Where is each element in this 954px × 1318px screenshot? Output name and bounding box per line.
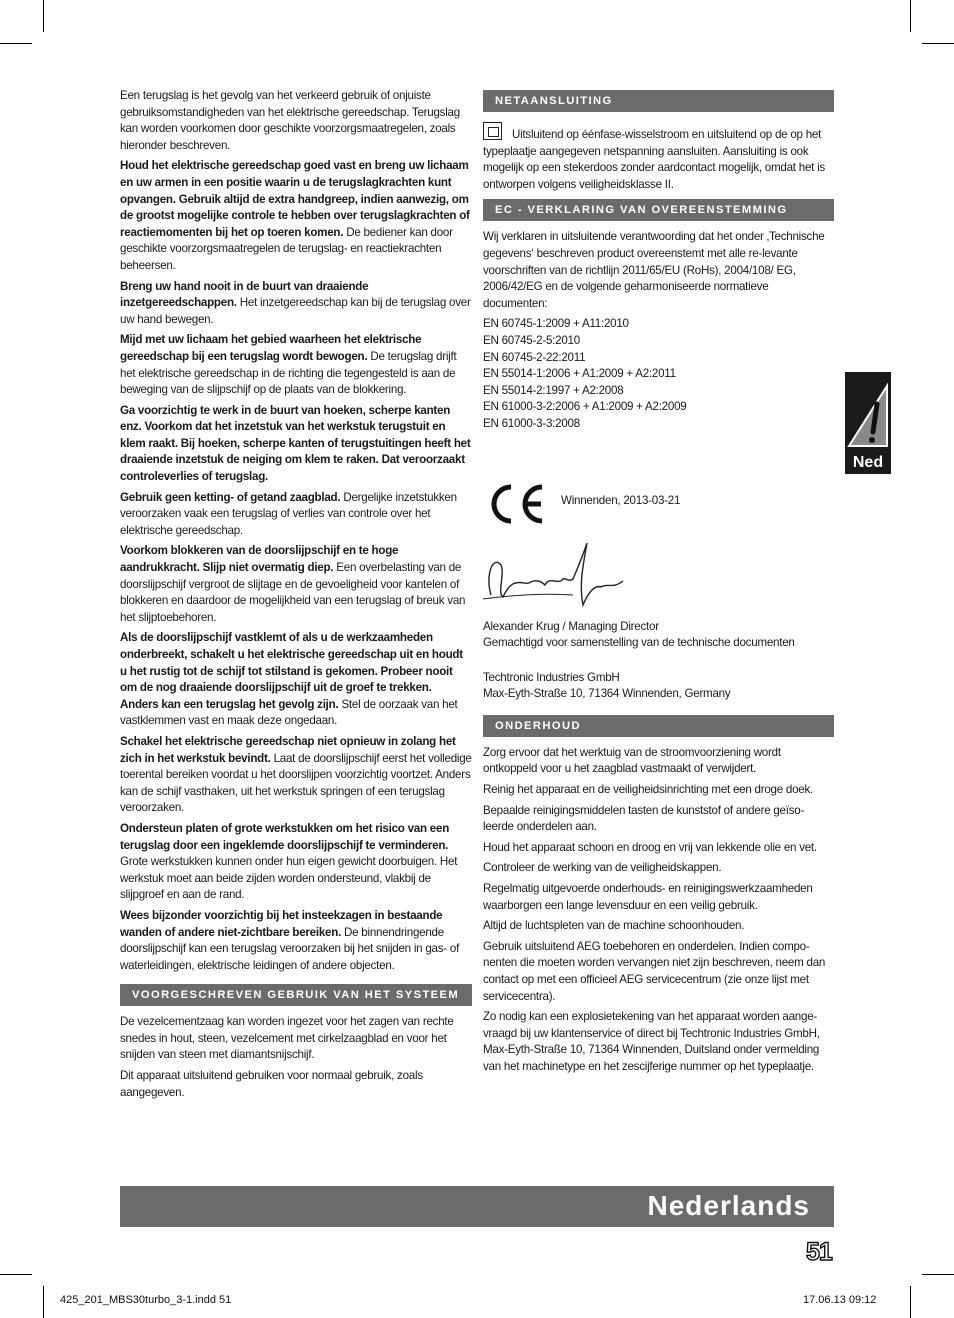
maintenance-text — [483, 745, 834, 1076]
file-slug: 425_201_MBS30turbo_3-1.indd 51 — [60, 1294, 232, 1306]
maintenance-paragraph: Altijd de luchtspleten van de machine schoonhouden. — [483, 919, 745, 933]
paragraph-bold-lead: Breng uw hand nooit in de buurt van draaiende inzetgereedschappen. — [120, 279, 369, 310]
paragraph-bold-lead: Mijd met uw lichaam het gebied waarheen het elektrische gereedschap bij een terugslag wordt bewogen. — [120, 333, 422, 363]
safety-paragraph — [120, 490, 472, 540]
paragraph-bold-lead: Ondersteun platen of grote werkstukken om het risico van een terugslag door een ingeklemde doorslijpschijf te verminderen. — [120, 821, 450, 852]
ce-mark-icon — [487, 483, 547, 525]
signature-block — [483, 443, 834, 633]
crop-mark — [0, 43, 32, 44]
authorized-text: Gemachtigd voor samenstelling van de technische documenten — [483, 636, 795, 650]
maintenance-paragraph: Gebruik uitsluitend AEG toebehoren en onderdelen. Indien compo-nenten die moeten worden vervangen niet zijn beschreven, neem dan contact op met een officieel AEG servicecentrum (zie onze lijst met servicecentra). — [483, 939, 826, 1003]
paragraph-text: Dergelijke inzetstukken veroorzaken vaak een terugslag of verlies van controle over het elektrische gereedschap. — [120, 490, 457, 537]
paragraph-bold-lead: Voorkom blokkeren van de doorslijpschijf en te hoge aandrukkracht. Slijp niet overmatig diep. — [120, 544, 399, 575]
paragraph-text: Het inzetgereedschap kan bij de terugslag over uw hand bewegen. — [120, 296, 471, 326]
paragraph-bold-lead: Wees bijzonder voorzichtig bij het insteekzagen in bestaande wanden of andere niet-zichtbare bereiken. — [120, 908, 443, 939]
crop-mark — [922, 1274, 954, 1275]
safety-paragraph — [120, 543, 472, 626]
paragraph-text: Een overbelasting van de doorslijpschijf vergroot de slijtage en de gevoeligheid voor kantelen of blokkeren en daardoor de mogelijkheid van een terugslag of breuk van het slijptoebehoren. — [120, 561, 466, 624]
side-tab-label: Ned — [852, 454, 884, 471]
place-date: Winnenden, 2013-03-21 — [561, 493, 681, 507]
paragraph-bold-lead: Ga voorzichtig te werk in de buurt van hoeken, scherpe kanten enz. Voorkom dat het inzetstuk van het werkstuk terugstuit en klem raakt. Bij hoeken, scherpe kanten of terugstuitingen heeft het draaiende inzetstuk de neiging om klem te raken. Dat veroorzaakt controleverlies of terugslag. — [120, 403, 471, 484]
paragraph-bold-lead: Schakel het elektrische gereedschap niet opnieuw in zolang het zich in het werkstuk bevindt. — [120, 734, 456, 765]
maintenance-paragraph: Houd het apparaat schoon en droog en vrij van lekkende olie en vet. — [483, 840, 817, 854]
paragraph-text: De binnendringende doorslijpschijf kan een terugslag veroorzaken bij het snijden in gas- of waterleidingen, elektrische leidingen of andere objecten. — [120, 925, 460, 972]
safety-paragraph — [120, 630, 472, 730]
safety-paragraphs — [120, 88, 472, 974]
maintenance-paragraph: Zorg ervoor dat het werktuig van de stroomvoorziening wordt ontkoppeld voor u het zaagblad vastmaakt of verwijdert. — [483, 745, 781, 776]
safety-paragraph — [120, 88, 472, 154]
standards-list — [483, 316, 834, 432]
paragraph-text: Laat de doorslijpschijf eerst het volledige toerental bereiken voordat u het doorslijpen voorzichtig voortzet. Anders kan de schijf vasthaken, uit het werkstuk springen of een terugslag veroorzaken. — [120, 751, 472, 815]
paragraph-bold-lead: Als de doorslijpschijf vastklemt of als u de werkzaamheden onderbreekt, schakelt u het elektrische gereedschap uit en houdt u het rustig tot de schijf tot stilstand is gekomen. Probeer nooit om de nog draaiende doorslijpschijf uit de groef te trekken. Anders kan een terugslag het gevolg zijn. — [120, 631, 463, 711]
left-column — [120, 88, 472, 1105]
safety-paragraph — [120, 908, 472, 974]
standard-item: EN 60745-2-5:2010 — [483, 333, 580, 347]
standard-item: EN 55014-2:1997 + A2:2008 — [483, 383, 624, 397]
language-title: Nederlands — [647, 1190, 810, 1221]
section-header-maintenance: ONDERHOUD — [483, 715, 834, 737]
safety-paragraph — [120, 734, 472, 817]
safety-paragraph — [120, 158, 472, 274]
signer-name: Alexander Krug / Managing Director — [483, 619, 659, 633]
standard-item: EN 60745-1:2009 + A11:2010 — [483, 317, 629, 331]
intended-use-text — [120, 1014, 472, 1101]
crop-mark — [43, 1286, 44, 1318]
safety-paragraph — [120, 332, 472, 398]
section-header-intended-use: VOORGESCHREVEN GEBRUIK VAN HET SYSTEEM — [120, 984, 472, 1006]
maintenance-paragraph: Reinig het apparaat en de veiligheidsinrichting met een droge doek. — [483, 783, 814, 797]
section-header-mains: NETAANSLUITING — [483, 90, 834, 112]
paragraph-bold-lead: Houd het elektrische gereedschap goed vast en breng uw lichaam en uw armen in een positie waarin u de terugslagkrachten kunt opvangen. Gebruik altijd de extra handgreep, indien aanwezig, om de grootst mogelijke controle te hebben over terugslagkrachten of reactiemomenten bij het op toeren komen. — [120, 159, 470, 239]
standard-item: EN 55014-1:2006 + A1:2009 + A2:2011 — [483, 367, 676, 381]
maintenance-paragraph: Controleer de werking van de veiligheidskappen. — [483, 861, 722, 875]
right-column — [483, 90, 834, 1080]
crop-mark — [910, 1286, 911, 1318]
intended-use-paragraph: De vezelcementzaag kan worden ingezet voor het zagen van rechte snedes in hout, steen, vezelcement met cirkelzaagblad en voor het snijden van steen met diamantsnijschijf. — [120, 1015, 454, 1062]
maintenance-paragraph: Regelmatig uitgevoerde onderhouds- en reinigingswerkzaamheden waarborgen een lange levensduur en een veilig gebruik. — [483, 882, 813, 912]
crop-mark — [922, 43, 954, 44]
language-side-tab — [845, 372, 891, 474]
mains-connection-text: Uitsluitend op éénfase-wisselstroom en uitsluitend op de op het typeplaatje aangegeven netspanning aansluiten. Aansluiting is ook mogelijk op een stekerdoos zonder aardcontact mogelijk, omdat het is ontworpen volgens veiligheidsklasse II. — [483, 122, 834, 193]
double-insulation-icon — [483, 122, 502, 140]
paragraph-text: Stel de oorzaak van het vastklemmen vast en maak deze ongedaan. — [120, 697, 458, 728]
crop-mark — [43, 0, 44, 32]
signature-image — [483, 535, 633, 615]
section-header-ec: EC - VERKLARING VAN OVEREENSTEMMING — [483, 199, 834, 221]
crop-mark — [910, 0, 911, 32]
paragraph-text: De terugslag drijft het elektrische gereedschap in de richting die tegengesteld is aan de beweging van de slijpschijf op de plaats van de blokkering. — [120, 349, 457, 397]
standard-item: EN 61000-3-3:2008 — [483, 416, 580, 430]
print-timestamp: 17.06.13 09:12 — [803, 1294, 877, 1306]
intended-use-paragraph: Dit apparaat uitsluitend gebruiken voor normaal gebruik, zoals aangegeven. — [120, 1069, 423, 1099]
maintenance-paragraph: Zo nodig kan een explosietekening van het apparaat worden aange-vraagd bij uw klantenservice of direct bij Techtronic Industries GmbH, Max-Eyth-Straße 10, 71364 Winnenden, Duitsland onder vermelding van het machinetype en het zescijferige nummer op het typeplaatje. — [483, 1010, 820, 1073]
paragraph-text: Grote werkstukken kunnen onder hun eigen gewicht doorbuigen. Het werkstuk moet aan beide zijden worden ondersteund, vlakbij de slijpgroef en aan de rand. — [120, 855, 458, 902]
company-name: Techtronic Industries GmbH — [483, 670, 620, 684]
ec-declaration-text: Wij verklaren in uitsluitende verantwoording dat het onder ‚Technische gegevens‘ beschreven product overeenstemt met alle re-levante voorschriften van de richtlijn 2011/65/EU (RoHs), 2004/108/ EG, 2006/42/EG en de volgende geharmoniseerde normatieve documenten: — [483, 230, 825, 310]
standard-item: EN 60745-2-22:2011 — [483, 350, 586, 364]
maintenance-paragraph: Bepaalde reinigingsmiddelen tasten de kunststof of andere geïso-leerde onderdelen aan. — [483, 803, 805, 834]
paragraph-text: De bediener kan door geschikte voorzorgsmaatregelen de terugslag- en reactiekrachten beheersen. — [120, 225, 453, 272]
paragraph-text: Een terugslag is het gevolg van het verkeerd gebruik of onjuiste gebruiksomstandigheden van het elektrische gereedschap. Terugslag kan worden voorkomen door geschikte voorzorgsmaatregelen, zoals hieronder beschreven. — [120, 89, 460, 152]
standard-item: EN 61000-3-2:2006 + A1:2009 + A2:2009 — [483, 400, 687, 414]
company-address: Max-Eyth-Straße 10, 71364 Winnenden, Germany — [483, 687, 731, 701]
warning-triangle-icon — [847, 376, 889, 448]
paragraph-bold-lead: Gebruik geen ketting- of getand zaagblad. — [120, 490, 341, 504]
page-number: 51 — [806, 1238, 832, 1266]
language-footer-bar — [120, 1186, 834, 1227]
safety-paragraph — [120, 403, 472, 486]
safety-paragraph — [120, 821, 472, 904]
safety-paragraph — [120, 279, 472, 329]
crop-mark — [0, 1274, 32, 1275]
